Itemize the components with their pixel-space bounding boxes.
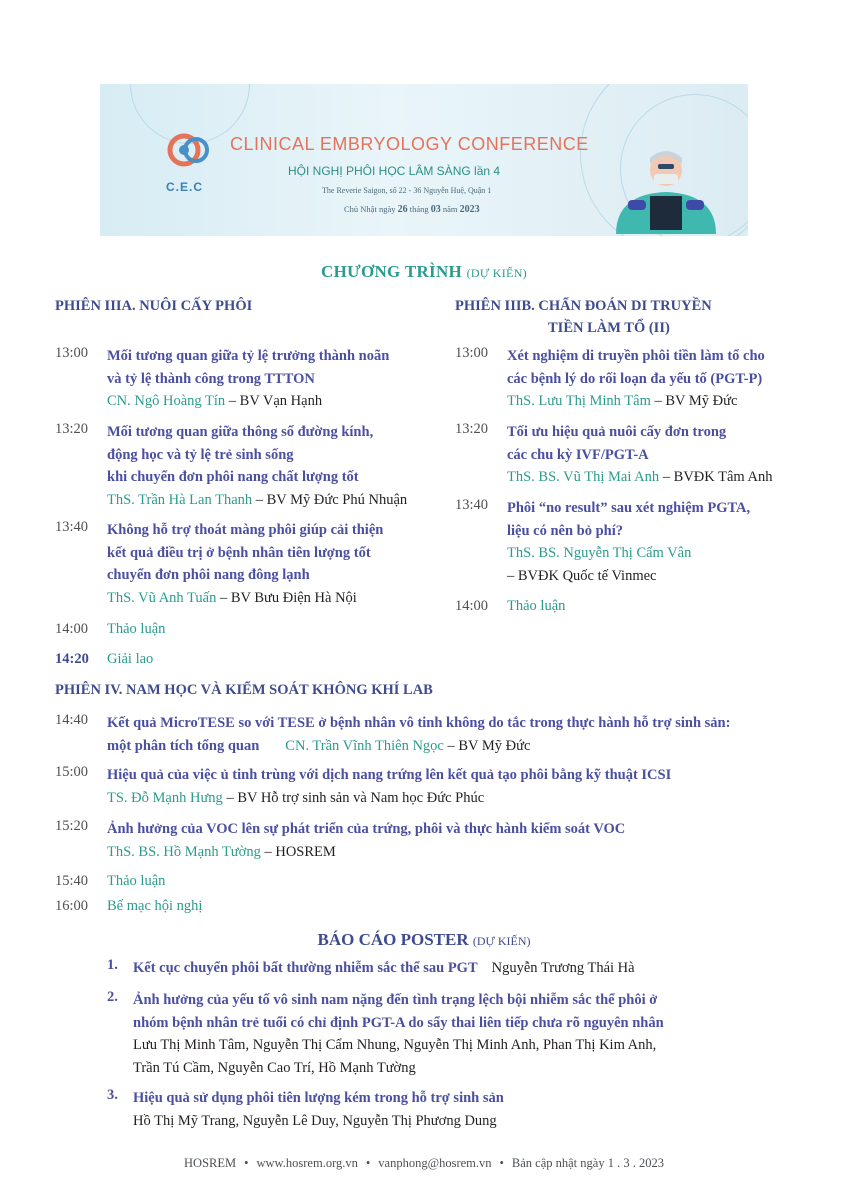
session-3a-title: PHIÊN IIIA. NUÔI CẤY PHÔI (55, 298, 253, 314)
talk-title: và tỷ lệ thành công trong TTTON (107, 370, 315, 387)
time-label: 13:00 (455, 345, 489, 361)
session-3b-title: PHIÊN IIIB. CHẨN ĐOÁN DI TRUYỀN (455, 298, 712, 314)
talk-title: Xét nghiệm di truyền phôi tiền làm tổ cho (507, 348, 765, 364)
cec-logo-icon (162, 126, 214, 178)
talk-title: Kết quả MicroTESE so với TESE ở bệnh nhân vô tinh không do tắc trong thực hành hỗ trợ sinh sản: (107, 715, 731, 731)
poster-title-line: Hiệu quả sử dụng phôi tiên lượng kém trong hỗ trợ sinh sản (133, 1090, 504, 1106)
poster-number: 2. (107, 989, 118, 1005)
time-label: 15:20 (55, 818, 89, 834)
time-label: 13:40 (455, 497, 489, 513)
time-label: 13:20 (455, 421, 489, 437)
speaker: ThS. BS. Hồ Mạnh Tường – HOSREM (107, 843, 336, 860)
talk-title: khi chuyển đơn phôi nang chất lượng tốt (107, 469, 359, 485)
embryologist-illustration-icon (606, 134, 726, 234)
talk-title: các chu kỳ IVF/PGT-A (507, 446, 649, 463)
talk-title: động học và tỷ lệ trẻ sinh sống (107, 446, 294, 463)
time-label: 13:00 (55, 345, 89, 361)
poster-authors: Trần Tú Cầm, Nguyễn Cao Trí, Hồ Mạnh Tường (133, 1059, 416, 1076)
closing-label: Bế mạc hội nghị (107, 898, 203, 914)
discussion-label: Thảo luận (107, 873, 166, 889)
time-label: 14:20 (55, 651, 89, 667)
session-3b-title-line2: TIỀN LÀM TỔ (II) (548, 320, 670, 336)
talk-title: Không hỗ trợ thoát màng phôi giúp cải thiện (107, 522, 384, 538)
break-label: Giải lao (107, 651, 154, 667)
speaker: ThS. Trần Hà Lan Thanh – BV Mỹ Đức Phú Nhuận (107, 491, 408, 508)
talk-title: Mối tương quan giữa thông số đường kính, (107, 424, 374, 440)
talk-title: Tối ưu hiệu quả nuôi cấy đơn trong (507, 424, 727, 440)
conference-venue: The Reverie Saigon, số 22 - 36 Nguyễn Huệ, Quận 1 (322, 186, 492, 195)
talk-and-speaker: một phân tích tổng quan CN. Trần Vĩnh Thiên Ngọc – BV Mỹ Đức (107, 737, 531, 754)
footer-website[interactable]: www.hosrem.org.vn (256, 1156, 358, 1170)
time-label: 13:20 (55, 421, 89, 437)
talk-title: Ảnh hưởng của VOC lên sự phát triển của trứng, phôi và thực hành kiểm soát VOC (107, 821, 626, 837)
poster-number: 1. (107, 957, 118, 973)
poster-section-title: BÁO CÁO POSTER (DỰ KIẾN) (317, 930, 531, 949)
speaker: ThS. Lưu Thị Minh Tâm – BV Mỹ Đức (507, 393, 738, 409)
poster-number: 3. (107, 1087, 118, 1103)
time-label: 15:40 (55, 873, 89, 889)
logo-text: C.E.C (166, 180, 204, 194)
discussion-label: Thảo luận (507, 598, 566, 614)
time-label: 16:00 (55, 898, 89, 914)
footer-org: HOSREM (184, 1156, 237, 1170)
poster-title-line: Kết cục chuyển phôi bất thường nhiễm sắc thể sau PGT Nguyễn Trương Thái Hà (133, 960, 635, 976)
talk-title: kết quả điều trị ở bệnh nhân tiên lượng tốt (107, 544, 371, 561)
poster-title-line: nhóm bệnh nhân trẻ tuổi có chỉ định PGT-A do sẩy thai liên tiếp chưa rõ nguyên nhân (133, 1014, 664, 1031)
discussion-label: Thảo luận (107, 621, 166, 637)
speaker: TS. Đỗ Mạnh Hưng – BV Hỗ trợ sinh sản và Nam học Đức Phúc (107, 789, 485, 806)
time-label: 13:40 (55, 519, 89, 535)
poster-authors: Hồ Thị Mỹ Trang, Nguyễn Lê Duy, Nguyễn Thị Phương Dung (133, 1112, 497, 1129)
speaker: ThS. Vũ Anh Tuấn – BV Bưu Điện Hà Nội (107, 589, 357, 606)
program-title: CHƯƠNG TRÌNH (DỰ KIẾN) (321, 262, 527, 281)
conference-banner (100, 84, 748, 236)
talk-title: các bệnh lý do rối loạn đa yếu tố (PGT-P) (507, 370, 763, 387)
footer-email[interactable]: vanphong@hosrem.vn (378, 1156, 492, 1170)
session-4-title: PHIÊN IV. NAM HỌC VÀ KIỂM SOÁT KHÔNG KHÍ LAB (55, 682, 433, 698)
page-footer: HOSREM • www.hosrem.org.vn • vanphong@hosrem.vn • Bản cập nhật ngày 1 . 3 . 2023 (184, 1156, 664, 1170)
speaker: ThS. BS. Vũ Thị Mai Anh – BVĐK Tâm Anh (507, 469, 773, 485)
time-label: 15:00 (55, 764, 89, 780)
time-label: 14:40 (55, 712, 89, 728)
affiliation: – BVĐK Quốc tế Vinmec (507, 567, 657, 584)
conference-date: Chủ Nhật ngày 26 tháng 03 năm 2023 (344, 204, 480, 215)
talk-title: chuyển đơn phôi nang đông lạnh (107, 567, 310, 583)
conference-subtitle: HỘI NGHỊ PHÔI HỌC LÂM SÀNG lần 4 (288, 164, 501, 178)
talk-title: Phôi “no result” sau xét nghiệm PGTA, (507, 500, 751, 516)
poster-authors: Lưu Thị Minh Tâm, Nguyễn Thị Cẩm Nhung, Nguyễn Thị Minh Anh, Phan Thị Kim Anh, (133, 1037, 657, 1053)
speaker: ThS. BS. Nguyễn Thị Cẩm Vân (507, 545, 692, 561)
conference-title: CLINICAL EMBRYOLOGY CONFERENCE (230, 134, 589, 154)
talk-title: liệu có nên bỏ phí? (507, 522, 624, 539)
footer-updated: Bản cập nhật ngày 1 . 3 . 2023 (511, 1156, 664, 1170)
talk-title: Hiệu quả của việc ủ tinh trùng với dịch nang trứng lên kết quả tạo phôi bằng kỹ thuật ICSI (107, 767, 672, 783)
talk-title: Mối tương quan giữa tỷ lệ trưởng thành noãn (107, 348, 390, 364)
time-label: 14:00 (455, 598, 489, 614)
speaker: CN. Ngô Hoàng Tín – BV Vạn Hạnh (107, 393, 323, 409)
time-label: 14:00 (55, 621, 89, 637)
poster-title-line: Ảnh hưởng của yếu tố vô sinh nam nặng đến tình trạng lệch bội nhiễm sắc thể phôi ở (133, 992, 658, 1008)
